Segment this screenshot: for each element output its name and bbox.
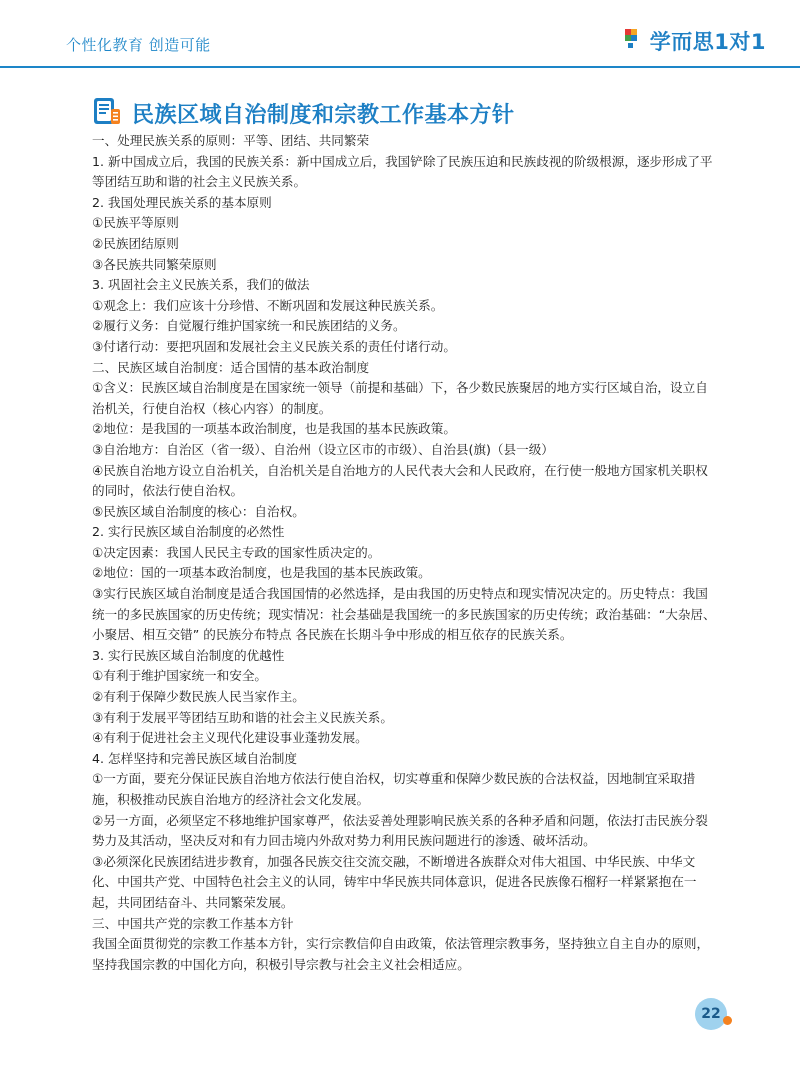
text-line: ②有利于保障少数民族人民当家作主。 bbox=[92, 689, 305, 705]
text-line: 2. 我国处理民族关系的基本原则 bbox=[92, 194, 272, 210]
title-row bbox=[92, 95, 515, 131]
text-line: 一、处理民族关系的原则：平等、团结、共同繁荣 bbox=[92, 133, 370, 148]
text-line: ②另一方面，必须坚定不移地维护国家尊严，依法妥善处理影响民族关系的各种矛盾和问题，依法打击民族分裂势力及其活动，坚决反对和有力回击境内外敌对势力利用民族问题进行的渗透、破坏活动。 bbox=[92, 812, 708, 849]
text-line: ③实行民族区域自治制度是适合我国国情的必然选择，是由我国的历史特点和现实情况决定的。历史特点：我国统一的多民族国家的历史传统；现实情况：社会基础是我国统一的多民族国家的历史传统；政治基础：“大杂居、小聚居、相互交错” 的民族分布特点 各民族在长期斗争中形成的相互依存的民族关系。 bbox=[92, 586, 716, 643]
page-title: 民族区域自治制度和宗教工作基本方针 bbox=[132, 102, 515, 128]
document-list-icon bbox=[92, 95, 122, 131]
text-line: ②履行义务：自觉履行维护国家统一和民族团结的义务。 bbox=[92, 318, 406, 334]
text-line: 3. 巩固社会主义民族关系，我们的做法 bbox=[92, 277, 310, 293]
text-line: ④有利于促进社会主义现代化建设事业蓬勃发展。 bbox=[92, 730, 368, 746]
text-line: 1. 新中国成立后，我国的民族关系：新中国成立后，我国铲除了民族压迫和民族歧视的阶级根源，逐步形成了平等团结互助和谐的社会主义民族关系。 bbox=[92, 153, 713, 190]
text-line: ⑤民族区域自治制度的核心：自治权。 bbox=[92, 503, 305, 519]
page-number-dot bbox=[723, 1016, 732, 1025]
page-number: 22 bbox=[695, 998, 727, 1030]
text-line: ③各民族共同繁荣原则 bbox=[92, 256, 217, 272]
brand bbox=[622, 26, 766, 56]
text-line: ②地位：是我国的一项基本政治制度，也是我国的基本民族政策。 bbox=[92, 421, 456, 437]
text-line: ①有利于维护国家统一和安全。 bbox=[92, 668, 268, 684]
brand-name: 学而思1对1 bbox=[649, 30, 766, 54]
text-line: ③付诸行动：要把巩固和发展社会主义民族关系的责任付诸行动。 bbox=[92, 338, 456, 354]
text-line: 二、民族区域自治制度：适合国情的基本政治制度 bbox=[92, 359, 370, 375]
text-line: ③自治地方：自治区（省一级）、自治州（设立区市的市级）、自治县(旗)（县一级） bbox=[92, 441, 554, 457]
text-line: ①一方面，要充分保证民族自治地方依法行使自治权，切实尊重和保障少数民族的合法权益，因地制宜采取措施，积极推动民族自治地方的经济社会文化发展。 bbox=[92, 771, 696, 807]
text-line: ①观念上：我们应该十分珍惜、不断巩固和发展这种民族关系。 bbox=[92, 297, 444, 313]
text-line: 我国全面贯彻党的宗教工作基本方针，实行宗教信仰自由政策，依法管理宗教事务，坚持独立自主自办的原则，坚持我国宗教的中国化方向，积极引导宗教与社会主义社会相适应。 bbox=[92, 936, 710, 972]
text-line: ④民族自治地方设立自治机关，自治机关是自治地方的人民代表大会和人民政府，在行使一般地方国家机关职权的同时，依法行使自治权。 bbox=[92, 462, 708, 499]
brand-logo-icon bbox=[622, 27, 644, 55]
text-line: ①决定因素：我国人民民主专政的国家性质决定的。 bbox=[92, 544, 381, 560]
text-line: ②地位：国的一项基本政治制度，也是我国的基本民族政策。 bbox=[92, 565, 431, 581]
text-line: ③必须深化民族团结进步教育，加强各民族交往交流交融，不断增进各族群众对伟大祖国、中华民族、中华文化、中国共产党、中国特色社会主义的认同，铸牢中华民族共同体意识，促进各民族像石榴籽一样紧紧抱在一起，共同团结奋斗、共同繁荣发展。 bbox=[92, 853, 697, 910]
text-line: 4. 怎样坚持和完善民族区域自治制度 bbox=[92, 750, 297, 766]
header-slogan: 个性化教育 创造可能 bbox=[66, 36, 211, 54]
page-header bbox=[0, 0, 800, 68]
text-line: ②民族团结原则 bbox=[92, 235, 179, 251]
text-line: ③有利于发展平等团结互助和谐的社会主义民族关系。 bbox=[92, 709, 393, 725]
text-line: 3. 实行民族区域自治制度的优越性 bbox=[92, 647, 285, 663]
header-rule bbox=[0, 66, 800, 68]
text-line: 三、中国共产党的宗教工作基本方针 bbox=[92, 915, 294, 931]
content-body bbox=[92, 131, 718, 975]
text-line: ①含义：民族区域自治制度是在国家统一领导（前提和基础）下，各少数民族聚居的地方实行区域自治，设立自治机关，行使自治权（核心内容）的制度。 bbox=[92, 380, 708, 416]
text-line: ①民族平等原则 bbox=[92, 215, 179, 231]
text-line: 2. 实行民族区域自治制度的必然性 bbox=[92, 524, 285, 540]
